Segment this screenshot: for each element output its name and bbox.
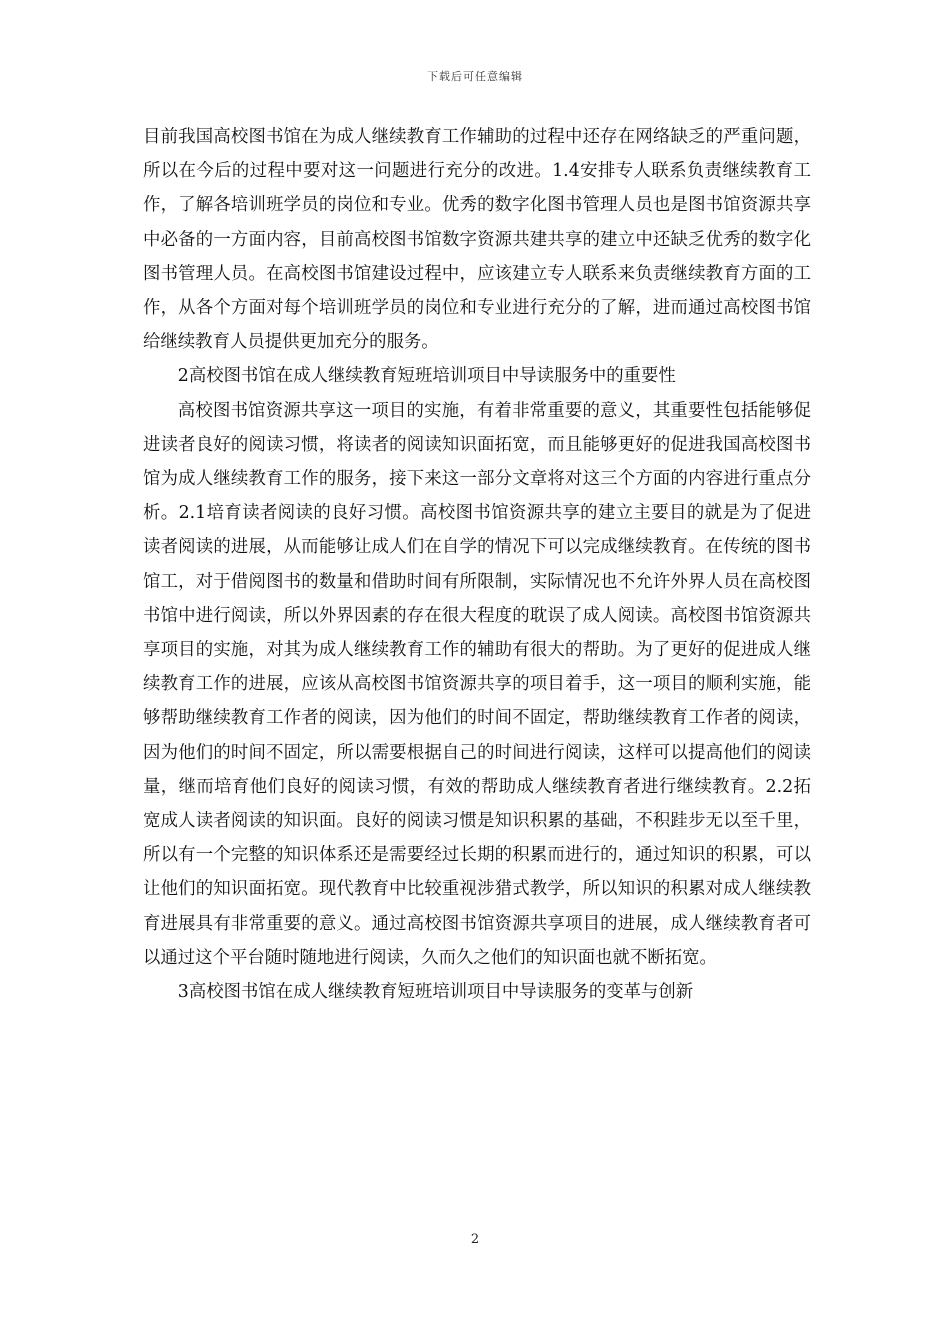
document-body [143,120,811,1009]
page-header: 下载后可任意编辑 [427,70,523,83]
paragraph-section-2: 高校图书馆资源共享这一项目的实施，有着非常重要的意义，其重要性包括能够促进读者良好的阅读习惯，将读者的阅读知识面拓宽，而且能够更好的促进我国高校图书馆为成人继续教育工作的服务，接下来这一部分文章将对这三个方面的内容进行重点分析。2.1培育读者阅读的良好习惯。高校图书馆资源共享的建立主要目的就是为了促进读者阅读的进展，从而能够让成人们在自学的情况下可以完成继续教育。在传统的图书馆工，对于借阅图书的数量和借助时间有所限制，实际情况也不允许外界人员在高校图书馆中进行阅读，所以外界因素的存在很大程度的耽误了成人阅读。高校图书馆资源共享项目的实施，对其为成人继续教育工作的辅助有很大的帮助。为了更好的促进成人继续教育工作的进展，应该从高校图书馆资源共享的项目着手，这一项目的顺利实施，能够帮助继续教育工作者的阅读，因为他们的时间不固定，帮助继续教育工作者的阅读，因为他们的时间不固定，所以需要根据自己的时间进行阅读，这样可以提高他们的阅读量，继而培育他们良好的阅读习惯，有效的帮助成人继续教育者进行继续教育。2.2拓宽成人读者阅读的知识面。良好的阅读习惯是知识积累的基础，不积跬步无以至千里，所以有一个完整的知识体系还是需要经过长期的积累而进行的，通过知识的积累，可以让他们的知识面拓宽。现代教育中比较重视涉猎式教学，所以知识的积累对成人继续教育进展具有非常重要的意义。通过高校图书馆资源共享项目的进展，成人继续教育者可以通过这个平台随时随地进行阅读，久而久之他们的知识面也就不断拓宽。 [143,400,811,968]
page-number: 2 [470,1232,480,1247]
section-heading-2: 2高校图书馆在成人继续教育短班培训项目中导读服务中的重要性 [177,366,676,387]
section-heading-3: 3高校图书馆在成人继续教育短班培训项目中导读服务的变革与创新 [177,982,694,1003]
paragraph-continued: 目前我国高校图书馆在为成人继续教育工作辅助的过程中还存在网络缺乏的严重问题，所以在今后的过程中要对这一问题进行充分的改进。1.4安排专人联系负责继续教育工作，了解各培训班学员的岗位和专业。优秀的数字化图书管理人员也是图书馆资源共享中必备的一方面内容，目前高校图书馆数字资源共建共享的建立中还缺乏优秀的数字化图书管理人员。在高校图书馆建设过程中，应该建立专人联系来负责继续教育方面的工作，从各个方面对每个培训班学员的岗位和专业进行充分的了解，进而通过高校图书馆给继续教育人员提供更加充分的服务。 [143,127,811,353]
